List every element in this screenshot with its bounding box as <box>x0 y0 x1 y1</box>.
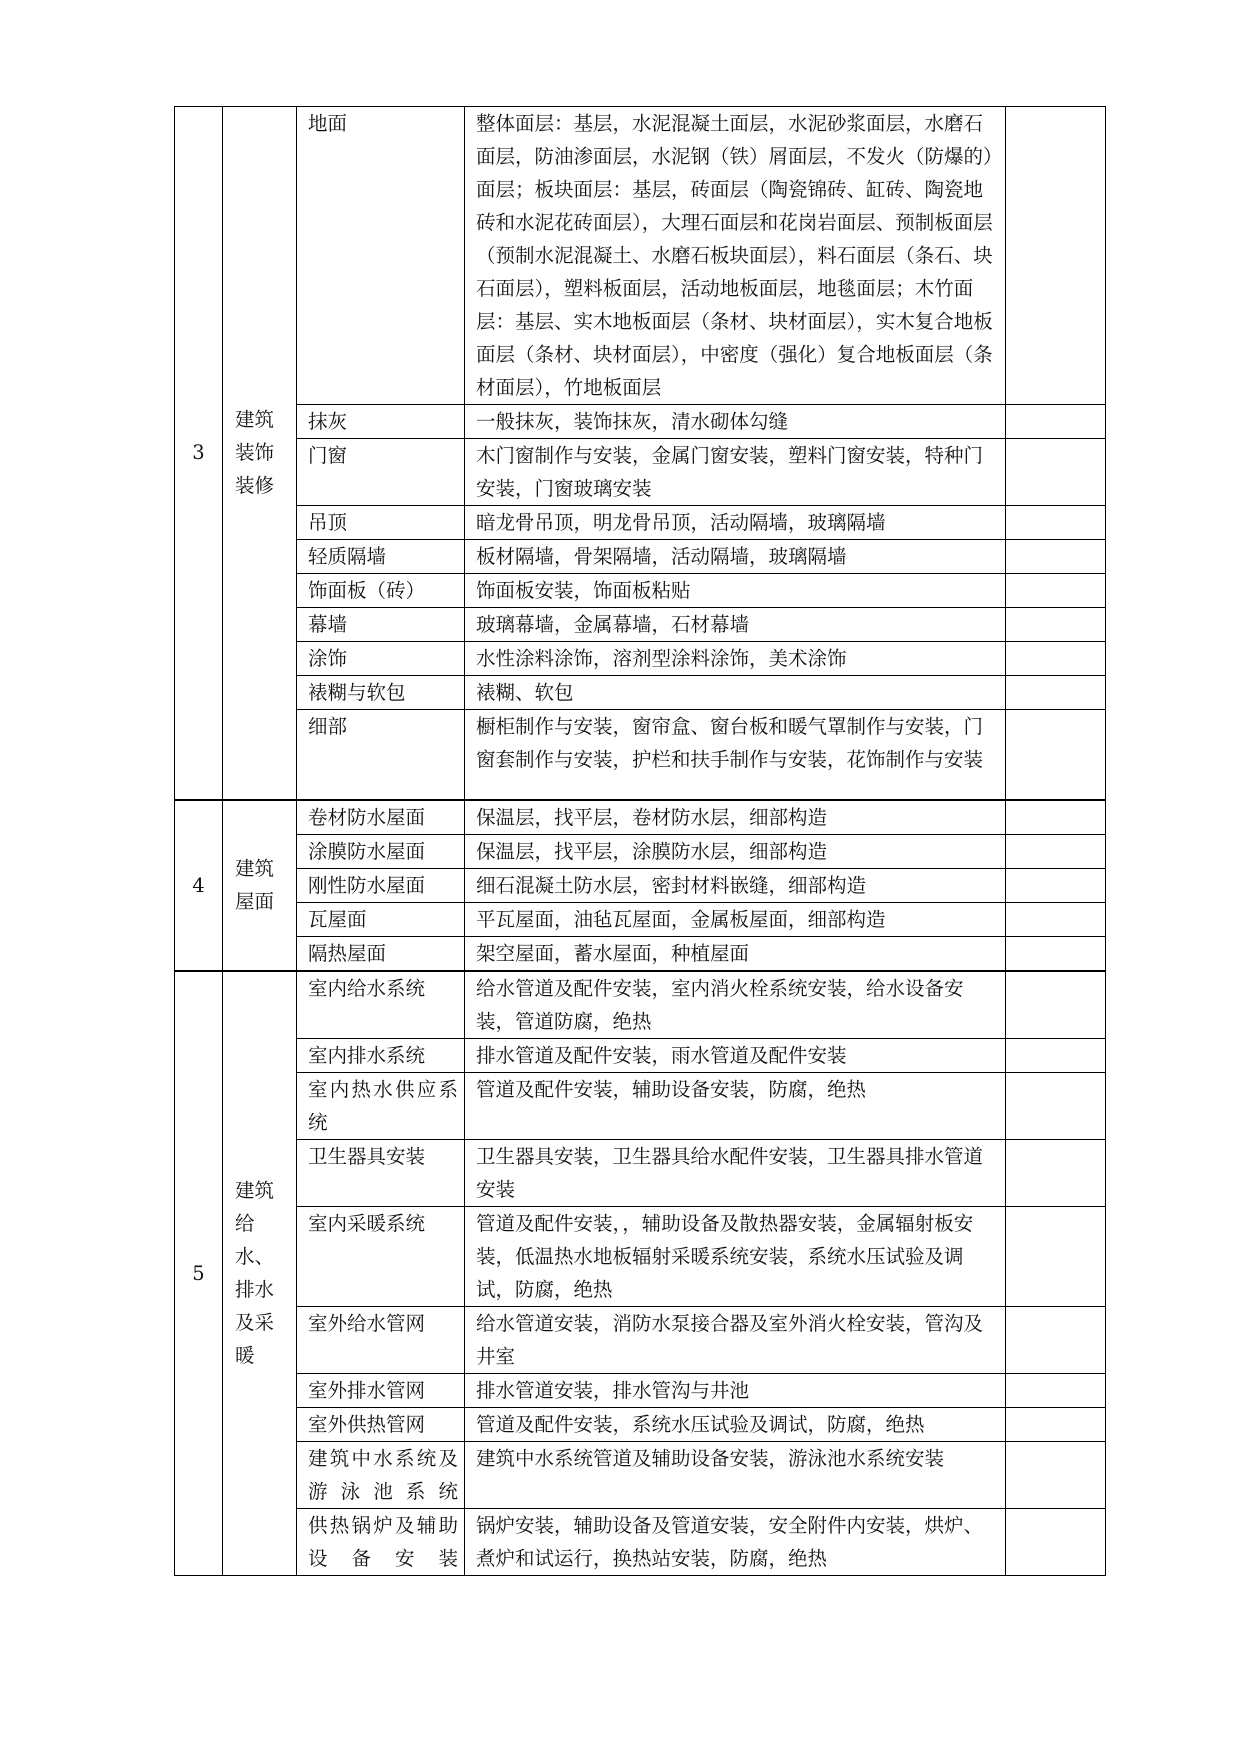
table-row <box>175 1038 1106 1072</box>
sub-division: 供热锅炉及辅助设备安装 <box>297 1508 465 1575</box>
sub-items: 水性涂料涂饰，溶剂型涂料涂饰，美术涂饰 <box>465 642 1006 676</box>
blank-cell <box>1006 506 1106 540</box>
sub-division: 刚性防水屋面 <box>297 868 465 902</box>
table-row <box>175 608 1106 642</box>
sub-division: 卷材防水屋面 <box>297 800 465 835</box>
sub-division: 瓦屋面 <box>297 902 465 936</box>
blank-cell <box>1006 608 1106 642</box>
table-row <box>175 405 1106 439</box>
sub-items: 卫生器具安装，卫生器具给水配件安装，卫生器具排水管道安装 <box>465 1139 1006 1206</box>
blank-cell <box>1006 902 1106 936</box>
blank-cell <box>1006 439 1106 506</box>
sub-division: 吊顶 <box>297 506 465 540</box>
sub-items: 给水管道及配件安装，室内消火栓系统安装，给水设备安装，管道防腐，绝热 <box>465 971 1006 1039</box>
sub-items: 橱柜制作与安装，窗帘盒、窗台板和暖气罩制作与安装，门窗套制作与安装，护栏和扶手制作与安装，花饰制作与安装 <box>465 710 1006 800</box>
sub-items: 平瓦屋面，油毡瓦屋面，金属板屋面，细部构造 <box>465 902 1006 936</box>
table-row <box>175 1373 1106 1407</box>
blank-cell <box>1006 1072 1106 1139</box>
table-row <box>175 1441 1106 1508</box>
blank-cell <box>1006 1306 1106 1373</box>
division-name: 建筑屋面 <box>223 800 297 971</box>
sub-division: 建筑中水系统及游泳池系统 <box>297 1441 465 1508</box>
sub-items: 木门窗制作与安装，金属门窗安装，塑料门窗安装，特种门安装，门窗玻璃安装 <box>465 439 1006 506</box>
sub-division: 幕墙 <box>297 608 465 642</box>
table-row <box>175 1072 1106 1139</box>
sub-items: 排水管道安装，排水管沟与井池 <box>465 1373 1006 1407</box>
sub-items: 排水管道及配件安装，雨水管道及配件安装 <box>465 1038 1006 1072</box>
sub-division: 门窗 <box>297 439 465 506</box>
sub-items: 玻璃幕墙，金属幕墙，石材幕墙 <box>465 608 1006 642</box>
blank-cell <box>1006 574 1106 608</box>
sub-division: 卫生器具安装 <box>297 1139 465 1206</box>
blank-cell <box>1006 800 1106 835</box>
sub-items: 管道及配件安装，，辅助设备及散热器安装，金属辐射板安装，低温热水地板辐射采暖系统安装，系统水压试验及调试，防腐，绝热 <box>465 1206 1006 1306</box>
sub-items: 细石混凝土防水层，密封材料嵌缝，细部构造 <box>465 868 1006 902</box>
sub-items: 架空屋面，蓄水屋面，种植屋面 <box>465 936 1006 971</box>
sub-division: 室内采暖系统 <box>297 1206 465 1306</box>
division-name: 建筑装饰装修 <box>223 107 297 800</box>
sub-division: 室内排水系统 <box>297 1038 465 1072</box>
blank-cell <box>1006 868 1106 902</box>
sub-division: 饰面板（砖） <box>297 574 465 608</box>
table-row <box>175 676 1106 710</box>
blank-cell <box>1006 107 1106 405</box>
sub-division: 室外排水管网 <box>297 1373 465 1407</box>
sub-items: 管道及配件安装，系统水压试验及调试，防腐，绝热 <box>465 1407 1006 1441</box>
blank-cell <box>1006 710 1106 800</box>
division-number: 3 <box>175 107 223 800</box>
sub-items: 板材隔墙，骨架隔墙，活动隔墙，玻璃隔墙 <box>465 540 1006 574</box>
sub-items: 整体面层：基层，水泥混凝土面层，水泥砂浆面层，水磨石面层，防油渗面层，水泥钢（铁）屑面层，不发火（防爆的）面层；板块面层：基层，砖面层（陶瓷锦砖、缸砖、陶瓷地砖和水泥花砖面层），大理石面层和花岗岩面层、预制板面层（预制水泥混凝土、水磨石板块面层），料石面层（条石、块石面层），塑料板面层，活动地板面层，地毯面层；木竹面层：基层、实木地板面层（条材、块材面层），实木复合地板面层（条材、块材面层），中密度（强化）复合地板面层（条材面层），竹地板面层 <box>465 107 1006 405</box>
sub-items: 保温层，找平层，卷材防水层，细部构造 <box>465 800 1006 835</box>
table-row <box>175 936 1106 971</box>
blank-cell <box>1006 1441 1106 1508</box>
sub-division: 轻质隔墙 <box>297 540 465 574</box>
sub-items: 暗龙骨吊顶，明龙骨吊顶，活动隔墙，玻璃隔墙 <box>465 506 1006 540</box>
sub-items: 保温层，找平层，涂膜防水层，细部构造 <box>465 834 1006 868</box>
table-row <box>175 1139 1106 1206</box>
table-row <box>175 574 1106 608</box>
blank-cell <box>1006 1373 1106 1407</box>
sub-items: 给水管道安装，消防水泵接合器及室外消火栓安装，管沟及井室 <box>465 1306 1006 1373</box>
table-row <box>175 1407 1106 1441</box>
blank-cell <box>1006 971 1106 1039</box>
table-row <box>175 971 1106 1039</box>
project-division-table <box>174 106 1106 1576</box>
sub-division: 细部 <box>297 710 465 800</box>
table-row <box>175 540 1106 574</box>
sub-items: 饰面板安装，饰面板粘贴 <box>465 574 1006 608</box>
blank-cell <box>1006 1508 1106 1575</box>
sub-division: 抹灰 <box>297 405 465 439</box>
sub-division: 室外给水管网 <box>297 1306 465 1373</box>
table-body <box>175 107 1106 1576</box>
sub-items: 裱糊、软包 <box>465 676 1006 710</box>
sub-items: 一般抹灰，装饰抹灰，清水砌体勾缝 <box>465 405 1006 439</box>
blank-cell <box>1006 540 1106 574</box>
blank-cell <box>1006 676 1106 710</box>
blank-cell <box>1006 1407 1106 1441</box>
table-row <box>175 834 1106 868</box>
table-row <box>175 710 1106 800</box>
division-name: 建筑给水、排水及采暖 <box>223 971 297 1576</box>
table-row <box>175 1206 1106 1306</box>
table-row <box>175 868 1106 902</box>
sub-division: 室内热水供应系统 <box>297 1072 465 1139</box>
blank-cell <box>1006 642 1106 676</box>
table-row <box>175 902 1106 936</box>
sub-items: 锅炉安装，辅助设备及管道安装，安全附件内安装，烘炉、煮炉和试运行，换热站安装，防腐，绝热 <box>465 1508 1006 1575</box>
table-row <box>175 642 1106 676</box>
division-number: 5 <box>175 971 223 1576</box>
blank-cell <box>1006 1038 1106 1072</box>
table-row <box>175 800 1106 835</box>
blank-cell <box>1006 1206 1106 1306</box>
sub-items: 建筑中水系统管道及辅助设备安装，游泳池水系统安装 <box>465 1441 1006 1508</box>
division-number: 4 <box>175 800 223 971</box>
blank-cell <box>1006 1139 1106 1206</box>
sub-division: 裱糊与软包 <box>297 676 465 710</box>
sub-division: 室外供热管网 <box>297 1407 465 1441</box>
sub-division: 隔热屋面 <box>297 936 465 971</box>
table-row <box>175 506 1106 540</box>
sub-division: 涂饰 <box>297 642 465 676</box>
sub-division: 室内给水系统 <box>297 971 465 1039</box>
sub-division: 地面 <box>297 107 465 405</box>
blank-cell <box>1006 834 1106 868</box>
sub-division: 涂膜防水屋面 <box>297 834 465 868</box>
table-row <box>175 1508 1106 1575</box>
table-row <box>175 107 1106 405</box>
table-row <box>175 1306 1106 1373</box>
sub-items: 管道及配件安装，辅助设备安装，防腐，绝热 <box>465 1072 1006 1139</box>
blank-cell <box>1006 405 1106 439</box>
table-row <box>175 439 1106 506</box>
blank-cell <box>1006 936 1106 971</box>
